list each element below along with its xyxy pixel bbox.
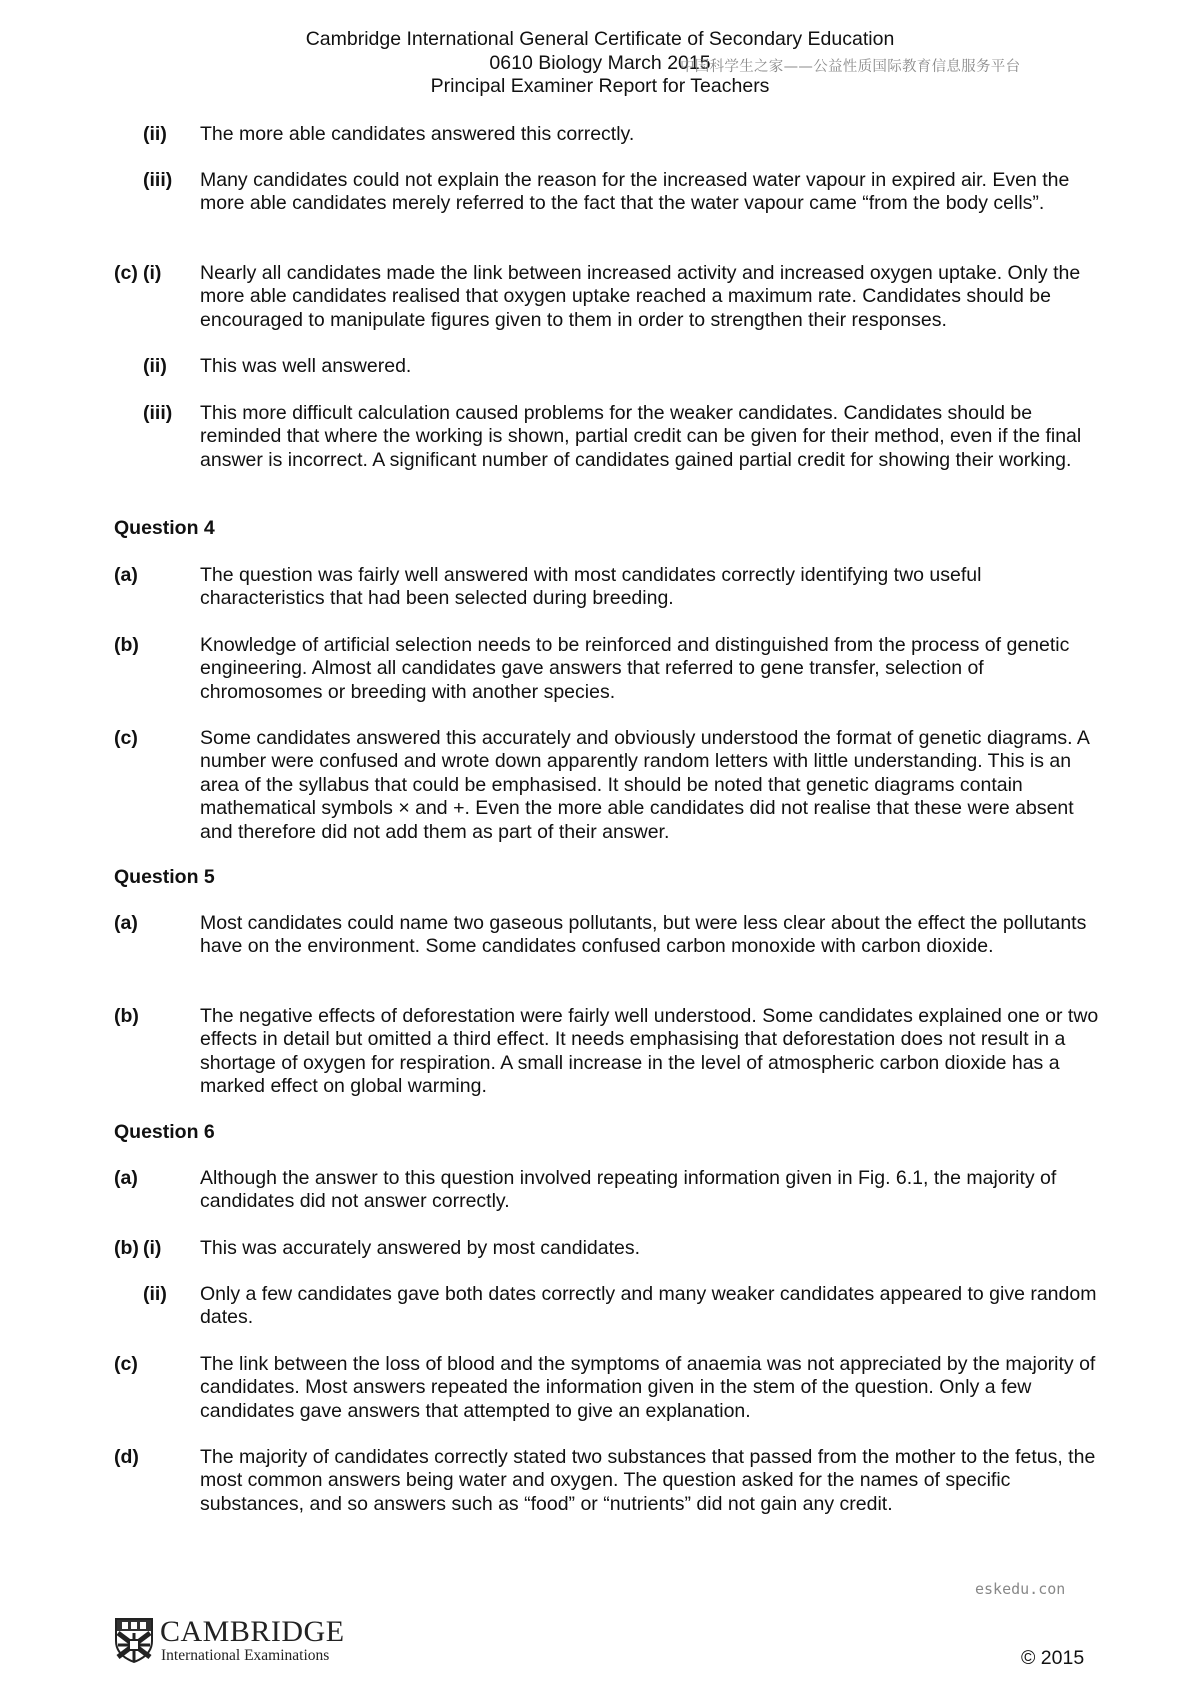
watermark-text: 中国科学生之家——公益性质国际教育信息服务平台 [680,59,1021,75]
entry-text: This was well answered. [200,355,412,377]
question-heading: Question 6 [114,1121,215,1143]
part-label: (c) [114,727,138,749]
entry-text: The negative effects of deforestation were fairly well understood. Some candidates explained one or two effects in detail but omitted a third effect. It needs emphasising that deforestation does not result in a shortage of oxygen for respiration. A small increase in the level of atmospheric carbon dioxide has a marked effect on global warming. [200,1005,1099,1098]
entry-text: Some candidates answered this accurately and obviously understood the format of genetic diagrams. A number were confused and wrote down apparently random letters with little understanding. This is an area of the syllabus that could be emphasised. It should be noted that genetic diagrams contain mathematical symbols × and +. Even the more able candidates did not realise that these were absent and therefore did not add them as part of their answer. [200,727,1089,843]
logo-name: CAMBRIDGE [160,1615,345,1648]
part-label: (a) [114,564,138,586]
part-label: (b) [114,634,139,656]
header-line-2: 0610 Biology March 2015 [489,51,711,74]
entry-text: The question was fairly well answered with most candidates correctly identifying two useful characteristics that had been selected during breeding. [200,564,982,610]
entry-text: Most candidates could name two gaseous pollutants, but were less clear about the effect the pollutants have on the environment. Some candidates confused carbon monoxide with carbon dioxide. [200,912,1087,958]
entry-text: Many candidates could not explain the reason for the increased water vapour in expired air. Even the more able candidates merely referred to the fact that the water vapour came “from the body cells”. [200,169,1070,215]
entry-text: Nearly all candidates made the link between increased activity and increased oxygen uptake. Only the more able candidates realised that oxygen uptake reached a maximum rate. Candidates should be encouraged to manipulate figures given to them in order to strengthen their responses. [200,262,1081,331]
subpart-label: (i) [143,262,162,284]
subpart-label: (ii) [143,355,167,377]
entry-text: Knowledge of artificial selection needs to be reinforced and distinguished from the process of genetic engineering. Almost all candidates gave answers that referred to gene transfer, selection of chromosomes or breeding with another species. [200,634,1070,703]
entry-text: The more able candidates answered this correctly. [200,123,635,145]
subpart-label: (ii) [143,1283,167,1305]
entry-text: This more difficult calculation caused problems for the weaker candidates. Candidates should be reminded that where the working is shown, partial credit can be given for their method, even if the final answer is incorrect. A significant number of candidates gained partial credit for showing their working. [200,402,1082,471]
entry-text: The majority of candidates correctly stated two substances that passed from the mother to the fetus, the most common answers being water and oxygen. The question asked for the names of specific substances, and so answers such as “food” or “nutrients” did not gain any credit. [200,1446,1096,1515]
entry-text: This was accurately answered by most candidates. [200,1237,641,1259]
part-label: (a) [114,1167,138,1189]
header-line-3: Principal Examiner Report for Teachers [430,75,770,97]
question-heading: Question 5 [114,866,215,888]
entry-text: Although the answer to this question involved repeating information given in Fig. 6.1, the majority of candidates did not answer correctly. [200,1167,1057,1213]
copyright-text: © 2015 [1021,1647,1085,1669]
shield-icon [114,1617,154,1663]
subpart-label: (iii) [143,169,173,191]
logo-subtitle: International Examinations [161,1647,330,1664]
part-label: (d) [114,1446,139,1468]
part-label: (a) [114,912,138,934]
cambridge-logo [114,1617,374,1665]
part-label: (c) [114,262,138,284]
entry-text: The link between the loss of blood and the symptoms of anaemia was not appreciated by the majority of candidates. Most answers repeated the information given in the stem of the question. Only a few candidates gave answers that attempted to give an explanation. [200,1353,1096,1422]
part-label: (b) [114,1005,139,1027]
header-line-1: Cambridge International General Certificate of Secondary Education [305,28,895,50]
site-watermark: eskedu.con [975,1580,1066,1598]
question-heading: Question 4 [114,517,215,539]
entry-text: Only a few candidates gave both dates correctly and many weaker candidates appeared to give random dates. [200,1283,1097,1329]
subpart-label: (i) [143,1237,162,1259]
subpart-label: (ii) [143,123,167,145]
subpart-label: (iii) [143,402,173,424]
part-label: (b) [114,1237,139,1259]
part-label: (c) [114,1353,138,1375]
